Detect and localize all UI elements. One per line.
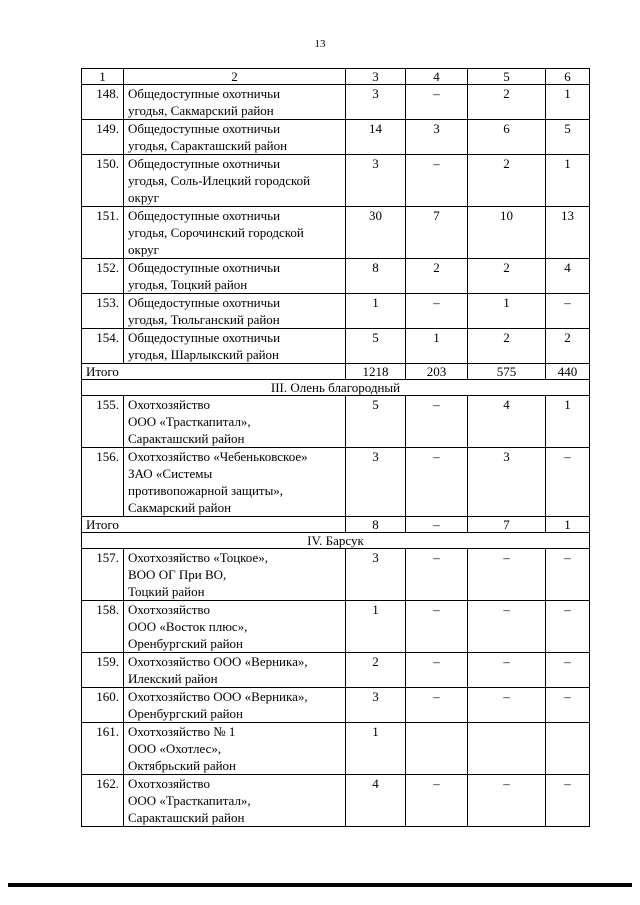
value-cell-c4: 3 <box>406 120 468 155</box>
row-number: 151. <box>82 207 124 259</box>
name-line: Саракташский район <box>128 431 245 446</box>
name-line: ЗАО «Системы <box>128 466 213 481</box>
name-line: ООО «Охотлес», <box>128 741 222 756</box>
name-line: угодья, Сакмарский район <box>128 103 274 118</box>
value-cell-c4: – <box>406 294 468 329</box>
header-row <box>82 69 590 85</box>
name-line: Охотхозяйство <box>128 602 210 617</box>
bottom-rule <box>8 883 632 887</box>
value-cell-c6: – <box>546 601 590 653</box>
hunting-ground-name <box>124 688 346 723</box>
table-row <box>82 329 590 364</box>
table-row <box>82 688 590 723</box>
name-line: Оренбургский район <box>128 636 244 651</box>
name-line: Охотхозяйство <box>128 397 210 412</box>
value-cell-c4: 2 <box>406 259 468 294</box>
name-line: Общедоступные охотничьи <box>128 86 281 101</box>
name-line: ВОО ОГ При ВО, <box>128 567 227 582</box>
table-row <box>82 549 590 601</box>
name-line: Общедоступные охотничьи <box>128 208 281 223</box>
value-cell-c3: 3 <box>346 155 406 207</box>
row-number: 156. <box>82 448 124 517</box>
table-row <box>82 120 590 155</box>
header-cell: 2 <box>124 69 346 85</box>
row-number: 160. <box>82 688 124 723</box>
section-title: III. Олень благородный <box>82 380 590 396</box>
name-line: Охотхозяйство «Чебеньковское» <box>128 449 308 464</box>
row-number: 152. <box>82 259 124 294</box>
value-cell-c5: – <box>468 775 546 827</box>
hunting-ground-name <box>124 775 346 827</box>
value-cell-c6: – <box>546 653 590 688</box>
row-number: 149. <box>82 120 124 155</box>
name-line: противопожарной защиты», <box>128 483 284 498</box>
value-cell-c4: – <box>406 396 468 448</box>
row-number: 159. <box>82 653 124 688</box>
value-cell-c5: 6 <box>468 120 546 155</box>
table-row <box>82 775 590 827</box>
value-cell-c3: 1 <box>346 723 406 775</box>
page-number: 13 <box>314 38 326 50</box>
name-line: Оренбургский район <box>128 706 244 721</box>
name-line: угодья, Сорочинский городской <box>128 225 304 240</box>
row-number: 162. <box>82 775 124 827</box>
name-line: Охотхозяйство «Тоцкое», <box>128 550 268 565</box>
value-cell-c6: 1 <box>546 85 590 120</box>
name-line: округ <box>128 190 159 205</box>
hunting-ground-name <box>124 85 346 120</box>
value-cell-c6: 5 <box>546 120 590 155</box>
value-cell-c6: – <box>546 775 590 827</box>
value-cell-c4: – <box>406 653 468 688</box>
value-cell-c3: 1 <box>346 294 406 329</box>
value-cell-c6: 1 <box>546 396 590 448</box>
value-cell-c6 <box>546 723 590 775</box>
name-line: Илекский район <box>128 671 218 686</box>
value-cell-c5: – <box>468 549 546 601</box>
value-cell-c3: 5 <box>346 329 406 364</box>
total-value-c4: 203 <box>406 364 468 380</box>
value-cell-c5 <box>468 723 546 775</box>
value-cell-c6: – <box>546 688 590 723</box>
value-cell-c6: – <box>546 294 590 329</box>
name-line: ООО «Восток плюс», <box>128 619 248 634</box>
value-cell-c3: 5 <box>346 396 406 448</box>
hunting-ground-name <box>124 653 346 688</box>
section-row <box>82 533 590 549</box>
total-value-c3: 8 <box>346 517 406 533</box>
value-cell-c6: 1 <box>546 155 590 207</box>
total-value-c6: 1 <box>546 517 590 533</box>
row-number: 148. <box>82 85 124 120</box>
value-cell-c3: 14 <box>346 120 406 155</box>
hunting-ground-name <box>124 448 346 517</box>
total-value-c3: 1218 <box>346 364 406 380</box>
hunting-ground-name <box>124 549 346 601</box>
hunting-ground-name <box>124 329 346 364</box>
value-cell-c5: 4 <box>468 396 546 448</box>
table-row <box>82 259 590 294</box>
value-cell-c3: 30 <box>346 207 406 259</box>
value-cell-c4: – <box>406 155 468 207</box>
hunting-ground-name <box>124 396 346 448</box>
name-line: Общедоступные охотничьи <box>128 330 281 345</box>
value-cell-c3: 3 <box>346 688 406 723</box>
hunting-ground-name <box>124 120 346 155</box>
value-cell-c4: 7 <box>406 207 468 259</box>
name-line: Тоцкий район <box>128 584 205 599</box>
header-cell: 4 <box>406 69 468 85</box>
value-cell-c4: – <box>406 549 468 601</box>
table-row <box>82 207 590 259</box>
hunting-ground-name <box>124 155 346 207</box>
table-row <box>82 601 590 653</box>
row-number: 161. <box>82 723 124 775</box>
value-cell-c5: 1 <box>468 294 546 329</box>
value-cell-c4: 1 <box>406 329 468 364</box>
table-row <box>82 448 590 517</box>
name-line: Общедоступные охотничьи <box>128 260 281 275</box>
hunting-ground-name <box>124 259 346 294</box>
header-cell: 6 <box>546 69 590 85</box>
total-row <box>82 364 590 380</box>
value-cell-c5: – <box>468 653 546 688</box>
value-cell-c4: – <box>406 688 468 723</box>
total-row <box>82 517 590 533</box>
name-line: округ <box>128 242 159 257</box>
table-row <box>82 396 590 448</box>
value-cell-c6: 4 <box>546 259 590 294</box>
value-cell-c6: – <box>546 448 590 517</box>
name-line: ООО «Трасткапитал», <box>128 414 251 429</box>
name-line: Сакмарский район <box>128 500 232 515</box>
name-line: Охотхозяйство ООО «Верника», <box>128 689 308 704</box>
value-cell-c3: 1 <box>346 601 406 653</box>
value-cell-c5: 2 <box>468 155 546 207</box>
total-value-c5: 7 <box>468 517 546 533</box>
row-number: 150. <box>82 155 124 207</box>
value-cell-c3: 2 <box>346 653 406 688</box>
value-cell-c6: 2 <box>546 329 590 364</box>
name-line: Общедоступные охотничьи <box>128 295 281 310</box>
name-line: Охотхозяйство № 1 <box>128 724 236 739</box>
name-line: Общедоступные охотничьи <box>128 121 281 136</box>
total-value-c6: 440 <box>546 364 590 380</box>
row-number: 158. <box>82 601 124 653</box>
header-cell: 1 <box>82 69 124 85</box>
value-cell-c5: 2 <box>468 329 546 364</box>
value-cell-c5: 2 <box>468 259 546 294</box>
value-cell-c3: 4 <box>346 775 406 827</box>
name-line: угодья, Шарлыкский район <box>128 347 280 362</box>
value-cell-c3: 3 <box>346 85 406 120</box>
name-line: угодья, Саракташский район <box>128 138 288 153</box>
name-line: Октябрьский район <box>128 758 236 773</box>
value-cell-c6: – <box>546 549 590 601</box>
value-cell-c5: 10 <box>468 207 546 259</box>
total-value-c5: 575 <box>468 364 546 380</box>
table-row <box>82 155 590 207</box>
section-row <box>82 380 590 396</box>
value-cell-c6: 13 <box>546 207 590 259</box>
hunting-ground-name <box>124 294 346 329</box>
row-number: 157. <box>82 549 124 601</box>
value-cell-c5: 2 <box>468 85 546 120</box>
value-cell-c5: – <box>468 688 546 723</box>
table-row <box>82 294 590 329</box>
table-row <box>82 723 590 775</box>
name-line: Охотхозяйство ООО «Верника», <box>128 654 308 669</box>
table-row <box>82 653 590 688</box>
value-cell-c4: – <box>406 775 468 827</box>
value-cell-c4: – <box>406 601 468 653</box>
header-cell: 5 <box>468 69 546 85</box>
name-line: угодья, Тоцкий район <box>128 277 248 292</box>
row-number: 155. <box>82 396 124 448</box>
name-line: угодья, Тюльганский район <box>128 312 280 327</box>
name-line: угодья, Соль-Илецкий городской <box>128 173 311 188</box>
hunting-ground-name <box>124 601 346 653</box>
total-label: Итого <box>82 517 346 533</box>
header-cell: 3 <box>346 69 406 85</box>
name-line: Общедоступные охотничьи <box>128 156 281 171</box>
value-cell-c3: 3 <box>346 448 406 517</box>
row-number: 154. <box>82 329 124 364</box>
row-number: 153. <box>82 294 124 329</box>
value-cell-c4: – <box>406 85 468 120</box>
section-title: IV. Барсук <box>82 533 590 549</box>
total-value-c4: – <box>406 517 468 533</box>
value-cell-c5: – <box>468 601 546 653</box>
name-line: Саракташский район <box>128 810 245 825</box>
table-row <box>82 85 590 120</box>
value-cell-c3: 8 <box>346 259 406 294</box>
total-label: Итого <box>82 364 346 380</box>
hunting-ground-name <box>124 723 346 775</box>
value-cell-c4 <box>406 723 468 775</box>
value-cell-c5: 3 <box>468 448 546 517</box>
name-line: Охотхозяйство <box>128 776 210 791</box>
quota-table <box>81 68 590 827</box>
value-cell-c3: 3 <box>346 549 406 601</box>
value-cell-c4: – <box>406 448 468 517</box>
name-line: ООО «Трасткапитал», <box>128 793 251 808</box>
hunting-ground-name <box>124 207 346 259</box>
